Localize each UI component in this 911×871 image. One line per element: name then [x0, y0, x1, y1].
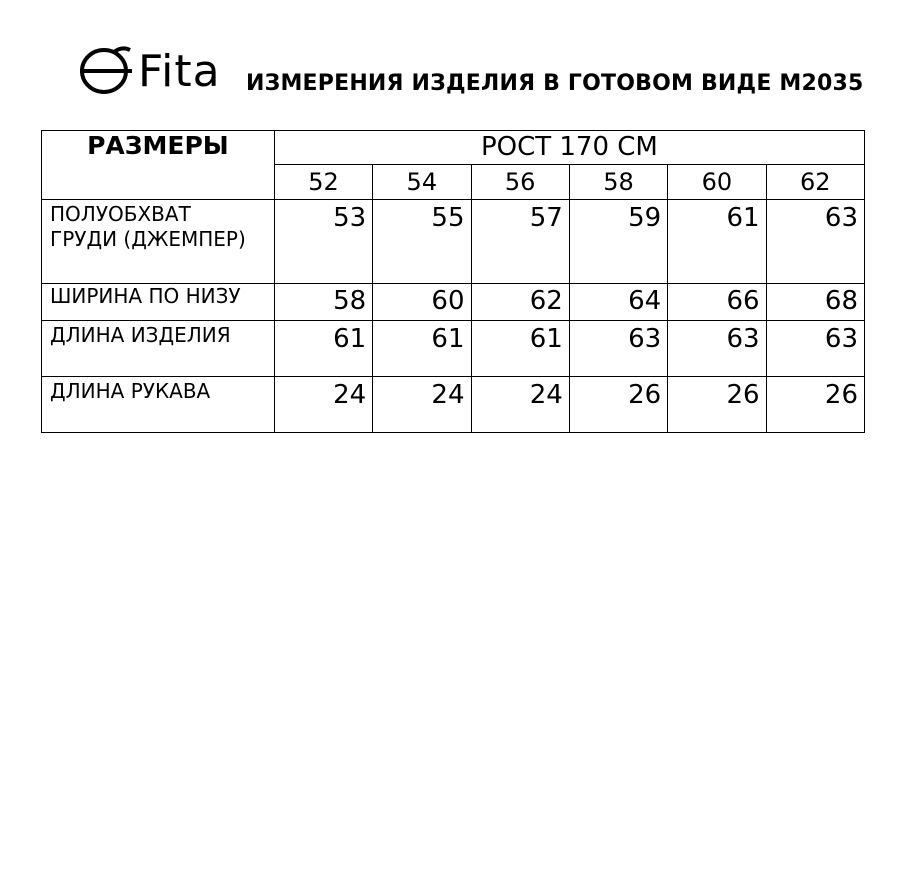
value-cell: 66: [668, 284, 766, 321]
value-cell: 24: [471, 377, 569, 433]
value-cell: 63: [668, 321, 766, 377]
value-cell: 63: [569, 321, 667, 377]
value-cell: 61: [668, 200, 766, 284]
value-cell: 61: [274, 321, 372, 377]
value-cell: 61: [471, 321, 569, 377]
sizes-header: РАЗМЕРЫ: [42, 131, 275, 200]
value-cell: 55: [373, 200, 471, 284]
table-row: [42, 377, 865, 433]
value-cell: 60: [373, 284, 471, 321]
value-cell: 24: [274, 377, 372, 433]
value-cell: 62: [471, 284, 569, 321]
table-row: [42, 200, 865, 284]
measurements-table: [41, 130, 865, 433]
value-cell: 57: [471, 200, 569, 284]
value-cell: 63: [766, 321, 864, 377]
brand-logo: [78, 44, 228, 96]
value-cell: 59: [569, 200, 667, 284]
size-header-cell: 62: [766, 165, 864, 200]
row-label: ДЛИНА РУКАВА: [42, 377, 275, 433]
size-header-cell: 54: [373, 165, 471, 200]
row-label: ПОЛУОБХВАТ ГРУДИ (ДЖЕМПЕР): [42, 200, 275, 284]
height-header: РОСТ 170 СМ: [274, 131, 864, 165]
size-header-cell: 60: [668, 165, 766, 200]
value-cell: 68: [766, 284, 864, 321]
table-row: [42, 284, 865, 321]
row-label: ДЛИНА ИЗДЕЛИЯ: [42, 321, 275, 377]
logo-text: Fita: [138, 46, 221, 97]
value-cell: 64: [569, 284, 667, 321]
value-cell: 58: [274, 284, 372, 321]
value-cell: 63: [766, 200, 864, 284]
document-title: ИЗМЕРЕНИЯ ИЗДЕЛИЯ В ГОТОВОМ ВИДЕ М2035: [246, 71, 864, 96]
value-cell: 26: [668, 377, 766, 433]
size-header-cell: 58: [569, 165, 667, 200]
value-cell: 26: [766, 377, 864, 433]
size-header-cell: 52: [274, 165, 372, 200]
value-cell: 26: [569, 377, 667, 433]
row-label: ШИРИНА ПО НИЗУ: [42, 284, 275, 321]
fita-mark-icon: [78, 44, 134, 96]
table-row: [42, 321, 865, 377]
value-cell: 24: [373, 377, 471, 433]
size-header-cell: 56: [471, 165, 569, 200]
value-cell: 61: [373, 321, 471, 377]
value-cell: 53: [274, 200, 372, 284]
